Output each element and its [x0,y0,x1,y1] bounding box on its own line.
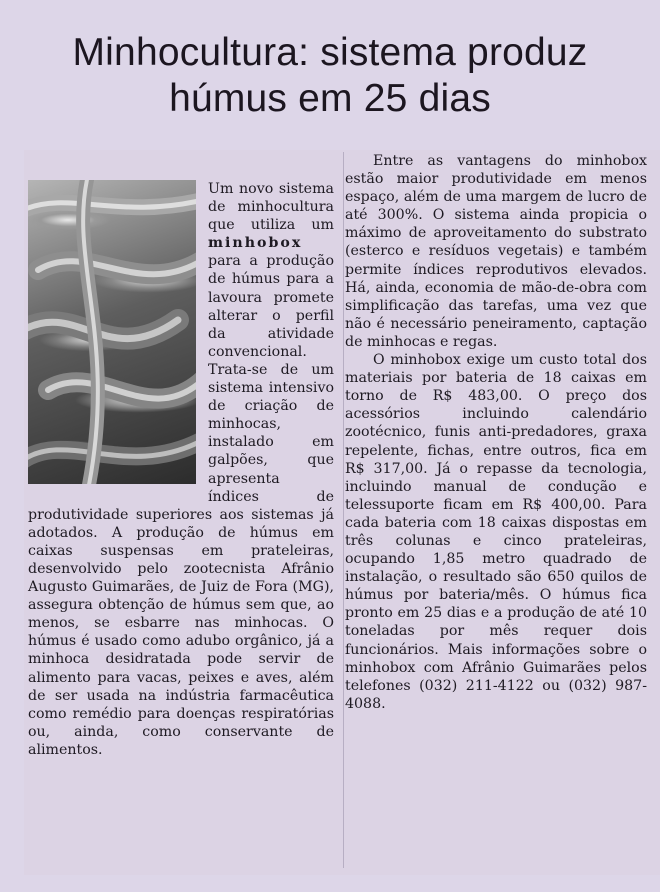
earthworms-photo-drawing [28,180,196,484]
lead-text-end: para a produção de húmus para a lavoura promete alterar o perfil da atividade convencional. [208,253,334,360]
earthworms-photo [28,180,196,484]
keyword-minhobox: minhobox [208,235,303,252]
headline-line-1: Minhocultura: sistema produz [72,31,588,74]
left-body-text: Trata-se de um sistema intensivo de criação de minhocas, instalado em galpões, que apresenta índices de produtividade superiores aos sistemas já adotados. A produção de húmus em caixas suspensas em prateleiras, desenvolvido pelo zootecnista Afrânio Augusto Guimarães, de Juiz de Fora (MG), assegura obtenção de húmus sem que, ao menos, se esbarre nas minhocas. O húmus é usado como adubo orgânico, já a minhoca desidratada pode servir de alimento para vacas, peixes e aves, além de ser usada na indústria farmacêutica como remédio para doenças respiratórias ou, ainda, como conservante de alimentos. [28,361,334,758]
headline-line-2: húmus em 25 dias [169,77,491,120]
right-paragraph-2: O minhobox exige um custo total dos materiais por bateria de 18 caixas em torno de R$ 483,00. O preço dos acessórios incluindo calendário zootécnico, funis anti-predadores, graxa repelente, fichas, entre outros, fica em R$ 317,00. Já o repasse da tecnologia, incluindo manual de condução e telessuporte ficam em R$ 400,00. Para cada bateria com 18 caixas dispostas em três colunas e cinco prateleiras, ocupando 1,85 metro quadrado de instalação, o resultado são 650 quilos de húmus por bateria/mês. O húmus fica pronto em 25 dias e a produção de até 10 toneladas por mês requer dois funcionários. Mais informações sobre o minhobox com Afrânio Guimarães pelos telefones (032) 211-4122 ou (032) 987-4088. [345,352,647,712]
column-divider [343,152,344,868]
headline [0,30,660,122]
lead-text-start: Um novo sistema de minhocultura que utiliza um [208,181,334,234]
right-column [345,152,647,713]
left-column [28,180,334,759]
right-paragraph-1: Entre as vantagens do minhobox estão maior produtividade em menos espaço, além de uma margem de lucro de até 300%. O sistema ainda propicia o máximo de aproveitamento do substrato (esterco e resíduos vegetais) e também permite índices reprodutivos elevados. Há, ainda, economia de mão-de-obra com simplificação das tarefas, uma vez que não é necessário peneiramento, captação de minhocas e regas. [345,153,647,350]
